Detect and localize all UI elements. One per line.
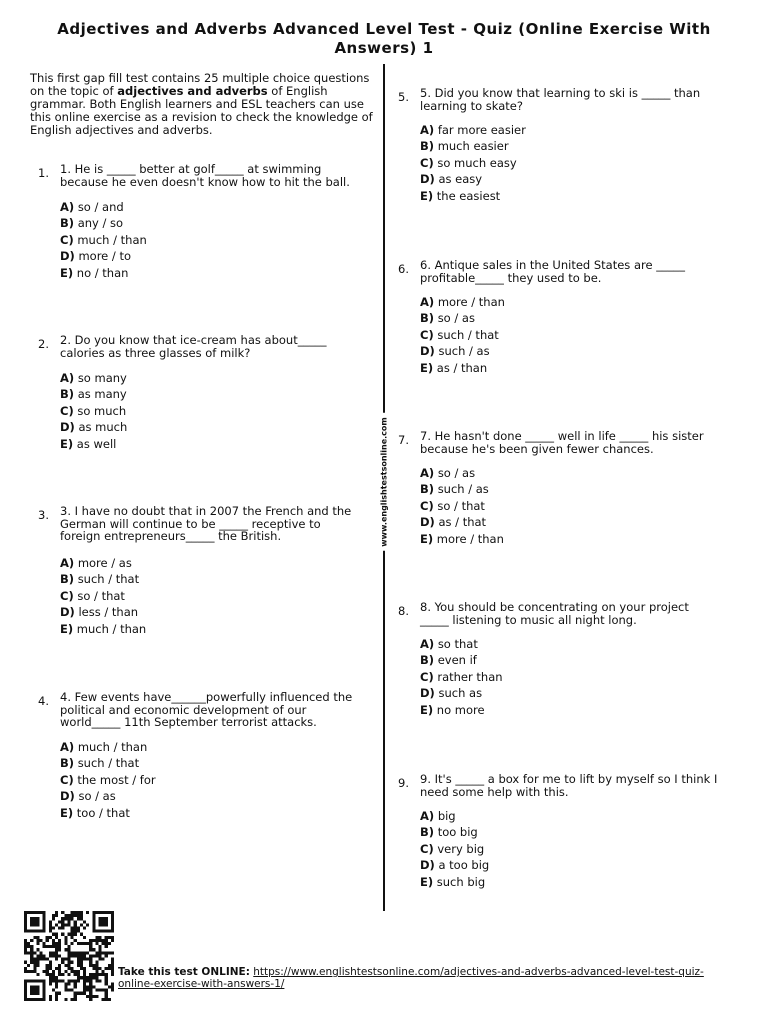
- option-b[interactable]: B) much easier: [420, 139, 509, 154]
- intro-paragraph: [30, 72, 380, 137]
- option-c[interactable]: C) so much easy: [420, 155, 517, 170]
- intro-text-after: of English grammar. Both English learners and ESL teachers can use this online exercise as a revision to check the knowledge of English adjectives and adverbs.: [30, 84, 373, 137]
- option-b[interactable]: B) such / that: [60, 756, 140, 771]
- question-number: 3.: [38, 508, 49, 522]
- question-text: 5. Did you know that learning to ski is _____ than learning to skate?: [420, 86, 701, 113]
- test-url-link[interactable]: https://www.englishtestsonline.com/adjectives-and-adverbs-advanced-level-test-quiz-online-exercise-with-answers-1/: [118, 966, 704, 990]
- option-a[interactable]: A) so / as: [420, 466, 476, 480]
- question-number: 2.: [38, 337, 49, 351]
- option-list: [420, 122, 526, 204]
- option-d[interactable]: D) a too big: [420, 858, 490, 873]
- option-b[interactable]: B) even if: [420, 653, 477, 668]
- option-d[interactable]: D) such / as: [420, 344, 490, 359]
- footer-label: Take this test ONLINE:: [118, 966, 250, 978]
- option-list: [60, 739, 156, 821]
- option-a[interactable]: A) so / and: [60, 200, 124, 214]
- option-d[interactable]: D) as much: [60, 420, 128, 435]
- option-d[interactable]: D) more / to: [60, 249, 131, 264]
- question-number: 1.: [38, 166, 49, 180]
- vertical-site-text: www.englishtestsonline.com: [380, 413, 389, 551]
- option-c[interactable]: C) so much: [60, 403, 127, 418]
- option-b[interactable]: B) such / that: [60, 572, 140, 587]
- option-e[interactable]: E) no more: [420, 702, 485, 717]
- option-a[interactable]: A) so that: [420, 637, 478, 651]
- question-text: 7. He hasn't done _____ well in life _____ his sister because he's been given fewer chances.: [420, 429, 704, 456]
- option-c[interactable]: C) very big: [420, 841, 485, 856]
- option-b[interactable]: B) so / as: [420, 311, 475, 326]
- option-a[interactable]: A) far more easier: [420, 123, 526, 137]
- footer-link-block: [118, 966, 718, 990]
- option-e[interactable]: E) such big: [420, 874, 486, 889]
- option-list: [420, 294, 505, 376]
- question-text: 4. Few events have______powerfully influenced the political and economic development of our world_____ 11th September terrorist attacks.: [60, 690, 353, 729]
- option-list: [420, 465, 504, 547]
- option-list: [420, 636, 503, 718]
- question-number: 7.: [398, 433, 409, 447]
- option-a[interactable]: A) so many: [60, 371, 127, 385]
- option-a[interactable]: A) more / as: [60, 556, 132, 570]
- intro-text-bold: adjectives and adverbs: [117, 84, 268, 98]
- page-title: Adjectives and Adverbs Advanced Level Test - Quiz (Online Exercise With Answers) 1: [57, 20, 711, 57]
- option-d[interactable]: D) as / that: [420, 515, 487, 530]
- question-text: 9. It's _____ a box for me to lift by myself so I think I need some help with this.: [420, 772, 718, 799]
- option-b[interactable]: B) such / as: [420, 482, 489, 497]
- option-b[interactable]: B) too big: [420, 825, 478, 840]
- option-b[interactable]: B) as many: [60, 387, 127, 402]
- option-d[interactable]: D) as easy: [420, 172, 483, 187]
- option-e[interactable]: E) much / than: [60, 621, 147, 636]
- qr-code-icon: [24, 911, 114, 1001]
- option-c[interactable]: C) so / that: [420, 498, 485, 513]
- option-list: [60, 555, 146, 637]
- question-text: 3. I have no doubt that in 2007 the French and the German will continue to be _____ receptive to foreign entrepreneurs_____ the British.: [60, 504, 352, 543]
- option-a[interactable]: A) more / than: [420, 295, 505, 309]
- question-text: 2. Do you know that ice-cream has about_____ calories as three glasses of milk?: [60, 333, 327, 360]
- option-e[interactable]: E) the easiest: [420, 188, 501, 203]
- question-text: 8. You should be concentrating on your project _____ listening to music all night long.: [420, 600, 689, 627]
- option-list: [420, 808, 489, 890]
- option-list: [60, 199, 147, 281]
- option-c[interactable]: C) such / that: [420, 327, 499, 342]
- option-d[interactable]: D) such as: [420, 686, 483, 701]
- option-e[interactable]: E) as well: [60, 436, 117, 451]
- option-c[interactable]: C) the most / for: [60, 772, 156, 787]
- option-e[interactable]: E) too / that: [60, 805, 130, 820]
- question-text: 1. He is _____ better at golf_____ at swimming because he even doesn't know how to hit the ball.: [60, 162, 350, 189]
- option-b[interactable]: B) any / so: [60, 216, 124, 231]
- option-d[interactable]: D) so / as: [60, 789, 116, 804]
- option-c[interactable]: C) much / than: [60, 232, 147, 247]
- question-text: 6. Antique sales in the United States are _____ profitable_____ they used to be.: [420, 258, 685, 285]
- option-c[interactable]: C) rather than: [420, 669, 503, 684]
- option-e[interactable]: E) more / than: [420, 531, 504, 546]
- option-e[interactable]: E) as / than: [420, 360, 488, 375]
- option-c[interactable]: C) so / that: [60, 588, 125, 603]
- question-number: 5.: [398, 90, 409, 104]
- option-a[interactable]: A) big: [420, 809, 456, 823]
- option-e[interactable]: E) no / than: [60, 265, 129, 280]
- option-a[interactable]: A) much / than: [60, 740, 148, 754]
- question-number: 9.: [398, 776, 409, 790]
- question-number: 4.: [38, 694, 49, 708]
- question-number: 8.: [398, 604, 409, 618]
- intro-text-before: This first gap fill test contains 25 multiple choice questions on the topic of: [30, 71, 370, 98]
- question-number: 6.: [398, 262, 409, 276]
- option-list: [60, 370, 127, 452]
- option-d[interactable]: D) less / than: [60, 605, 139, 620]
